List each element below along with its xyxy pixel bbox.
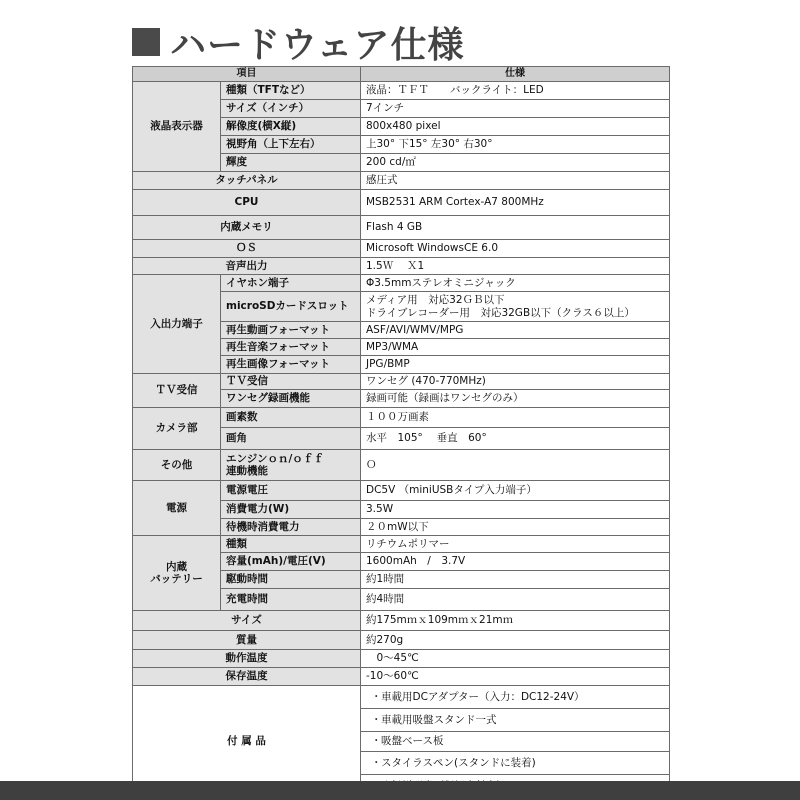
row-label: 保存温度 xyxy=(133,668,361,686)
row-value: 約1時間 xyxy=(361,571,670,589)
row-label: 再生動画フォーマット xyxy=(221,322,361,339)
row-label: 動作温度 xyxy=(133,650,361,668)
bullet-icon: ・ xyxy=(371,690,382,703)
accessory-text: スタイラスペン(スタンドに装着) xyxy=(381,756,536,769)
bullet-icon: ・ xyxy=(371,735,382,748)
category-lcd: 液晶表示器 xyxy=(133,82,221,172)
row-value: 1.5Ｗ Ｘ1 xyxy=(361,258,670,275)
row-value: 800x480 pixel xyxy=(361,118,670,136)
row-label: CPU xyxy=(133,190,361,216)
row-value: Microsoft WindowsCE 6.0 xyxy=(361,240,670,258)
accessory-item xyxy=(361,709,670,732)
row-label: 容量(mAh)/電圧(V) xyxy=(221,553,361,571)
table-row xyxy=(133,190,670,216)
row-value: Ｏ xyxy=(361,450,670,481)
row-label: ワンセグ録画機能 xyxy=(221,390,361,408)
table-row xyxy=(133,481,670,501)
row-value: 3.5W xyxy=(361,501,670,519)
table-row xyxy=(133,172,670,190)
row-label: 再生画像フォーマット xyxy=(221,356,361,374)
row-value: １００万画素 xyxy=(361,408,670,428)
row-label: 電源電圧 xyxy=(221,481,361,501)
category-io: 入出力端子 xyxy=(133,275,221,374)
header-item: 項目 xyxy=(133,67,361,82)
row-label: サイズ（インチ） xyxy=(221,100,361,118)
row-label: 内蔵メモリ xyxy=(133,216,361,240)
row-label: 視野角（上下左右） xyxy=(221,136,361,154)
row-label: 種類 xyxy=(221,536,361,553)
row-value: 200 cd/㎡ xyxy=(361,154,670,172)
table-row xyxy=(133,686,670,709)
row-value: Φ3.5mmステレオミニジャック xyxy=(361,275,670,292)
row-label-line: 連動機能 xyxy=(226,465,268,477)
table-row xyxy=(133,650,670,668)
row-value: DC5V （miniUSBタイプ入力端子） xyxy=(361,481,670,501)
row-value: JPG/BMP xyxy=(361,356,670,374)
row-value-line: メディア用 対応32ＧＢ以下 xyxy=(366,294,505,307)
accessory-text: 車載用DCアダプター（入力：DC12-24V） xyxy=(381,690,585,703)
category-battery xyxy=(133,536,221,611)
table-row xyxy=(133,536,670,553)
row-value: ２０mW以下 xyxy=(361,519,670,536)
row-value: 水平 105° 垂直 60° xyxy=(361,428,670,450)
table-row xyxy=(133,374,670,390)
row-value: 上30° 下15° 左30° 右30° xyxy=(361,136,670,154)
category-camera: カメラ部 xyxy=(133,408,221,450)
table-row xyxy=(133,258,670,275)
row-value: 録画可能（録画はワンセグのみ） xyxy=(361,390,670,408)
row-label: 駆動時間 xyxy=(221,571,361,589)
row-value-line: ドライブレコーダー用 対応32GB以下（クラス６以上） xyxy=(366,306,635,319)
page-title: ハードウェア仕様 xyxy=(170,24,465,66)
row-value: 感圧式 xyxy=(361,172,670,190)
row-label: タッチパネル xyxy=(133,172,361,190)
row-value: 1600mAh / 3.7V xyxy=(361,553,670,571)
row-label: 種類（TFTなど） xyxy=(221,82,361,100)
row-label: 質量 xyxy=(133,631,361,650)
bottom-bar xyxy=(0,781,800,800)
category-line: バッテリー xyxy=(150,573,203,585)
row-label: 輝度 xyxy=(221,154,361,172)
row-value: 0～45℃ xyxy=(361,650,670,668)
table-row xyxy=(133,408,670,428)
row-value xyxy=(361,292,670,322)
bullet-icon: ・ xyxy=(371,756,382,769)
table-row xyxy=(133,82,670,100)
row-value: 約4時間 xyxy=(361,589,670,611)
row-value: リチウムポリマー xyxy=(361,536,670,553)
accessory-item xyxy=(361,732,670,752)
category-accessories: 付 属 品 xyxy=(133,686,361,798)
row-value: MSB2531 ARM Cortex-A7 800MHz xyxy=(361,190,670,216)
table-header xyxy=(133,67,670,82)
row-value: -10～60℃ xyxy=(361,668,670,686)
category-tv: ＴＶ受信 xyxy=(133,374,221,408)
row-label: 音声出力 xyxy=(133,258,361,275)
row-value: MP3/WMA xyxy=(361,339,670,356)
row-label: 消費電力(W) xyxy=(221,501,361,519)
row-label: ＯＳ xyxy=(133,240,361,258)
row-label: 画角 xyxy=(221,428,361,450)
spec-table xyxy=(132,66,670,798)
row-value: 7インチ xyxy=(361,100,670,118)
accessory-item xyxy=(361,686,670,709)
row-value: 液晶：ＴＦＴ バックライト：LED xyxy=(361,82,670,100)
table-row xyxy=(133,450,670,481)
row-label: サイズ xyxy=(133,611,361,631)
row-label: 画素数 xyxy=(221,408,361,428)
accessory-item xyxy=(361,752,670,775)
category-other: その他 xyxy=(133,450,221,481)
accessory-text: 車載用吸盤スタンド一式 xyxy=(381,713,497,726)
bullet-icon: ・ xyxy=(371,713,382,726)
row-value: ASF/AVI/WMV/MPG xyxy=(361,322,670,339)
row-label-line: エンジンｏｎ/ｏｆｆ xyxy=(226,452,324,465)
table-row xyxy=(133,240,670,258)
accessory-text: 吸盤ベース板 xyxy=(381,735,444,748)
table-row xyxy=(133,216,670,240)
row-value: ワンセグ (470-770MHz) xyxy=(361,374,670,390)
row-value: Flash 4 GB xyxy=(361,216,670,240)
category-power: 電源 xyxy=(133,481,221,536)
row-label: 解像度(横X縦) xyxy=(221,118,361,136)
page-title-block xyxy=(132,14,465,70)
row-label: 再生音楽フォーマット xyxy=(221,339,361,356)
table-row xyxy=(133,275,670,292)
table-row xyxy=(133,611,670,631)
row-label: 待機時消費電力 xyxy=(221,519,361,536)
row-label xyxy=(221,450,361,481)
row-label: イヤホン端子 xyxy=(221,275,361,292)
category-line: 内蔵 xyxy=(166,560,187,573)
row-value: 約270g xyxy=(361,631,670,650)
header-spec: 仕様 xyxy=(361,67,670,82)
table-row xyxy=(133,668,670,686)
row-label: 充電時間 xyxy=(221,589,361,611)
table-row xyxy=(133,631,670,650)
row-value: 約175mｍｘ109mｍｘ21mｍ xyxy=(361,611,670,631)
row-label: ＴＶ受信 xyxy=(221,374,361,390)
row-label: microSDカードスロット xyxy=(221,292,361,322)
square-bullet-icon xyxy=(132,28,160,56)
